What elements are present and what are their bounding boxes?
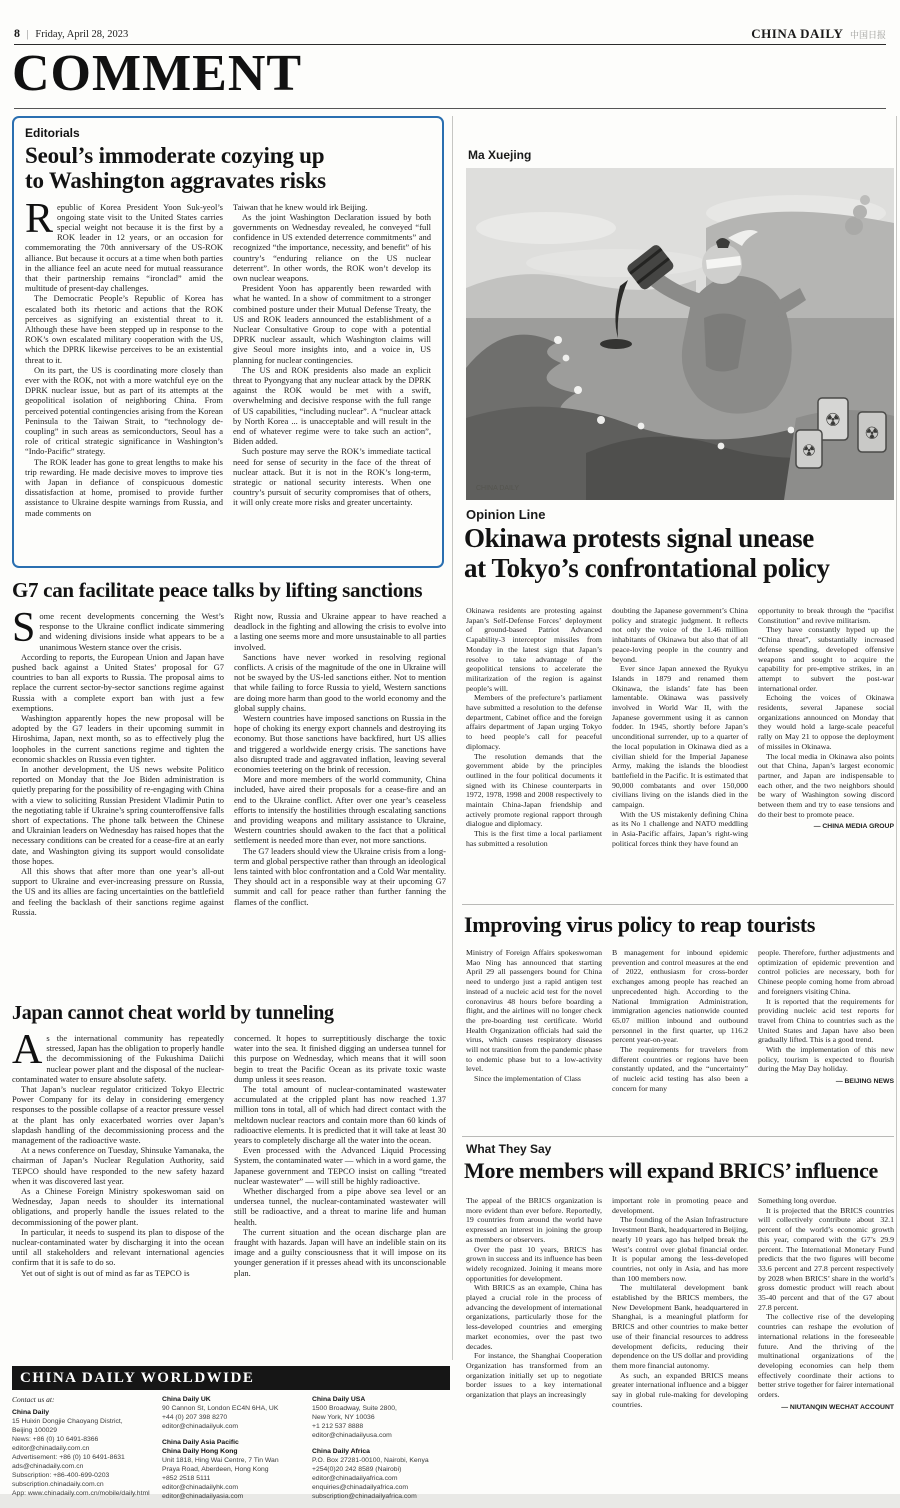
column-3 — [758, 948, 894, 1132]
paragraph: doubting the Japanese government’s China policy and strategic judgment. It reflects not only the voice of the 1.46 million inhabitants of Okinawa but also that of all peace-loving people in the country and beyond. — [612, 606, 748, 664]
paragraph: With the implementation of this new policy, tourism is expected to flourish during the May Day holiday. — [758, 1045, 894, 1074]
office-lines — [162, 1456, 300, 1501]
worldwide-footer — [12, 1366, 450, 1508]
paragraph: Something long overdue. — [758, 1196, 837, 1205]
contact-block-uk — [162, 1395, 300, 1431]
column-2 — [234, 611, 446, 957]
drop-cap: S — [12, 605, 36, 651]
virus-body — [466, 948, 894, 1132]
paragraph-list — [233, 202, 431, 508]
editorial-cartoon — [466, 168, 894, 500]
paragraph: B management for inbound epidemic prevention and control measures at the end of 2022, enthusiasm for cross-border exchanges among people has reached an unprecedented high. According to the National Immigration Administration, immigration agencies nationwide counted 65.07 million inbound and outbound personnel in the first quarter, up 116.2 percent year-on-year. — [612, 948, 748, 1045]
column-3 — [758, 1196, 894, 1490]
paragraph: +254(0)20 242 8589 (Nairobi) — [312, 1466, 402, 1473]
worldwide-bar: CHINA DAILY WORLDWIDE — [12, 1366, 450, 1390]
paragraph-list — [758, 1196, 894, 1400]
paragraph: It is reported that the requirements for providing nucleic acid test reports for travel from China to countries such as the United States and Japan have also been gradually lifted. This is a good trend. — [758, 996, 894, 1045]
paragraph: epublic of Korea President Yoon Suk-yeol’s ongoing state visit to the United States carries special weight not because it is the first by a ROK leader in 12 years, or an occasion for commemorating the 70th anniversary of the US-ROK alliance. But because it occurs at a time when both parties in the alliance feel an acute need for mutual reassurance that their partnership remains “ironclad” amid the multitude of present-day challenges. — [25, 201, 223, 294]
paragraph: News: +86 (0) 10 6491-8366 — [12, 1436, 99, 1443]
paragraph: ome recent developments concerning the West’s response to the Ukraine conflict indicate simmering and widening divisions inside what appears to be a unanimous Western stance over the crisis. — [39, 611, 224, 652]
paragraph: Western countries have imposed sanctions on Russia in the hope of choking its energy export channels and destroying its economy. But those sanctions have backfired, hurt US allies and triggered a worldwide energy crisis. The sanctions have also disrupted trade and aggravated inflation, leaving several economies teetering on the brink of recession. — [234, 713, 446, 775]
paragraph: Praya Road, Aberdeen, Hong Kong — [162, 1466, 269, 1473]
column-2 — [233, 202, 431, 564]
office-heading: China Daily — [12, 1409, 50, 1416]
paragraph-list — [12, 1027, 224, 1278]
headline-line-1: Okinawa protests signal unease — [464, 523, 814, 553]
paragraph: s the international community has repeatedly stressed, Japan has the obligation to properly handle the decommissioning of the Fukushima Daiichi nuclear power plant and the disposal of the nuclear-contaminated water to ensure absolute safety. — [12, 1033, 224, 1084]
paragraph: The total amount of nuclear-contaminated wastewater accumulated at the crippled plant has now reached 1.37 million tons in total, all of which had direct contact with the meltdown nuclear reactors and contain more than 60 kinds of radioactive elements. It is predicted that it will take at least 30 years to completely discharge all the water into the ocean. — [234, 1084, 446, 1146]
paragraph: The requirements for travelers from different countries or regions have been constantly updated, and the “uncertainty” of nucleic acid testing has also been a concern for many — [612, 1045, 748, 1093]
brics-body — [466, 1196, 894, 1490]
paragraph-list — [466, 948, 602, 1084]
paragraph-list — [612, 1196, 748, 1409]
date-text: Friday, April 28, 2023 — [35, 29, 129, 40]
paragraph: subscription.chinadaily.com.cn — [12, 1481, 104, 1488]
paragraph: editor@chinadailyafrica.com — [312, 1475, 398, 1482]
paragraph: Yet out of sight is out of mind as far as TEPCO is — [21, 1267, 190, 1278]
paragraph-list — [466, 1196, 602, 1400]
column-1 — [25, 195, 223, 564]
svg-text:☢: ☢ — [801, 443, 817, 460]
paragraph: Unit 1818, Hing Wai Centre, 7 Tin Wan — [162, 1457, 279, 1464]
editorial-g7-headline: G7 can facilitate peace talks by lifting sanctions — [12, 578, 423, 602]
paragraph: The appeal of the BRICS organization is more evident than ever before. Reportedly, 19 countries from around the world have expressed an interest in joining the group as members or observers. — [466, 1196, 602, 1244]
office-lines — [312, 1404, 450, 1440]
paragraph-list — [234, 1033, 446, 1278]
header-separator: | — [26, 29, 29, 40]
svg-text:☢: ☢ — [864, 424, 880, 443]
cartoonist-byline: Ma Xuejing — [468, 148, 532, 162]
paragraph: +852 2518 5111 — [162, 1475, 211, 1482]
paragraph: The collective rise of the developing countries can reshape the evolution of international relations in the foreseeable future. And the thriving of the multinational organizations of the developing economies can help them effectively coordinate their actions to better strive together for fairer international orders. — [758, 1312, 894, 1400]
headline-line-2: to Washington aggravates risks — [25, 168, 326, 194]
editorial-japan — [12, 1002, 446, 1339]
paragraph: Advertisement: +86 (0) 10 6491-8631 — [12, 1454, 125, 1461]
paragraph: President Yoon has apparently been rewarded with what he wanted. In a show of commitment to a stronger combined posture under their Mutual Defense Treaty, the US and ROK leaders announced the establishment of a Nuclear Consultative Group to cope with a potential DPRK nuclear assault, which Washington claims will give Seoul more insights into, and a voice in, US planning for nuclear contingencies. — [233, 283, 431, 365]
paragraph-list — [612, 606, 748, 849]
paragraph: New York, NY 10036 — [312, 1414, 375, 1421]
column-2 — [612, 606, 748, 898]
paragraph: All this shows that after more than one year’s all-out support to Ukraine and ever-increasing pressure on Russia, the US and its allies are facing uncertainties on the battlefield and feeling the backlash of their sanctions regime against Russia. — [12, 866, 224, 917]
column-1 — [466, 606, 602, 898]
paragraph: editor@chinadailyhk.com — [162, 1484, 239, 1491]
paragraph: editor@chinadaily.com.cn — [12, 1445, 90, 1452]
paragraph: The multilateral development bank established by the BRICS members, the New Development Bank, headquartered in Shanghai, is a meaningful platform for BRICS and other countries to make better use of their financial resources to address development deficits, reducing their dependence on the US dollar and providing them more financial autonomy. — [612, 1283, 748, 1370]
paragraph: With the US mistakenly defining China as its No 1 challenge and NATO meddling in Asia-Pacific affairs, Japan’s right-wing political forces think they have found an — [612, 809, 748, 848]
paragraph: Ministry of Foreign Affairs spokeswoman Mao Ning has announced that starting April 29 all passengers bound for China need to undergo just a rapid antigen test instead of a nucleic acid test for the novel coronavirus 48 hours before boarding a flight, and the airlines will no longer check the pre-boarding test certificate. World Health Organization officials had said the virus, which causes respiratory diseases will not transition from the pandemic phase to endemic phase but to a low-activity level. — [466, 948, 602, 1074]
opinion-line-label: Opinion Line — [466, 507, 546, 522]
contact-block-usa — [312, 1395, 450, 1440]
paragraph: +44 (0) 207 398 8270 — [162, 1414, 228, 1421]
paragraph: 1500 Broadway, Suite 2800, — [312, 1405, 397, 1412]
paragraph: That Japan’s nuclear regulator criticized Tokyo Electric Power Company for its delay in considering emergency responses to the possible collapse of a reactor pressure vessel at the plant has only exacerbated worries over Japan’s slapdash handling of the decommissioning process and the management of the radioactive waste. — [12, 1084, 224, 1146]
right-margin-rule — [896, 116, 897, 1360]
attribution: — BEIJING NEWS — [835, 1078, 894, 1086]
paragraph: Even processed with the Advanced Liquid Processing System, the contaminated water — which in a word game, the Japanese government and TEPCO insist on calling “treated nuclear wastewater” — will still be highly radioactive. — [234, 1145, 446, 1186]
paragraph: P.O. Box 27281-00100, Nairobi, Kenya — [312, 1457, 429, 1464]
virus-headline: Improving virus policy to reap tourists — [464, 912, 816, 937]
page-number: 8 — [14, 26, 20, 40]
paragraph: The Democratic People’s Republic of Korea has escalated both its rhetoric and actions that the ROK perceives as signifying an existential threat to it. Although these have been stepped up in response to the ROK’s own escalated military cooperation with the US, which the DPRK likewise perceives to be an existential threat to it. — [25, 293, 223, 365]
section-masthead: COMMENT — [12, 45, 303, 102]
cartoon-signature: CHINA DAILY — [476, 485, 520, 492]
editorials-box — [12, 116, 444, 568]
paragraph: The local media in Okinawa also points out that China, Japan’s largest economic partner, and Japan are indispensable to each other, and the two neighbors should be wary of Washington sowing discord between them and try to ease tensions and do their best to promote peace. — [758, 751, 894, 819]
office-lines — [12, 1417, 150, 1498]
page-date — [14, 26, 128, 41]
column-1 — [466, 948, 602, 1132]
paragraph: Echoing the voices of Okinawa residents, several Japanese social organizations announced on Monday that they would hold a large-scale peaceful rally on May 21 to oppose the deployment of missiles in Okinawa. — [758, 693, 894, 751]
drop-cap: A — [12, 1027, 43, 1073]
paragraph-list — [758, 606, 894, 819]
paragraph: The G7 leaders should view the Ukraine crisis from a long-term and global perspective rather than through an ideological lens tainted with bloc confrontation and a Cold War mentality. They should act in a responsible way at their upcoming G7 summit and call for peace rather than further fanning the flames of the conflict. — [234, 845, 446, 907]
paragraph: More and more members of the world community, China included, have aired their proposals for a cease-fire and an end to the Ukraine conflict. After over one year’s ceaseless efforts to intensify the hostilities through escalating sanctions and providing weapons and military assistance to Ukraine, Western countries should awaken to the fact that a political settlement is needed more than ever, not more sanctions. — [234, 774, 446, 846]
section-rule — [462, 1136, 894, 1137]
paragraph: 90 Cannon St, London EC4N 6HA, UK — [162, 1405, 279, 1412]
column-2 — [234, 1033, 446, 1339]
paragraph: In another development, the US news website Politico reported on Monday that the Joe Biden administration is quietly preparing for the possibility of re-engaging with China with a view to soliciting Russian President Vladimir Putin to the negotiating table if Ukraine’s spring counteroffensive falls short of expectations. The phone talk between the Chinese and Ukrainian leaders on Wednesday has raised hopes that the necessary conditions can be created for a cease-fire at an early date, and Washington giving its support would consolidate those hopes. — [12, 764, 224, 866]
paragraph: concerned. It hopes to surreptitiously discharge the toxic water into the sea. It finished digging an undersea tunnel for this purpose on Wednesday, which means that it will soon begin to treat the Pacific Ocean as its private toxic waste dump unless it sees reason. — [234, 1033, 446, 1084]
paragraph: editor@chinadailyusa.com — [312, 1432, 392, 1439]
paragraph: The current situation and the ocean discharge plan are fraught with hazards. Japan will have an indelible stain on its image and a guilty consciousness that it will impose on its younger generation if it presses ahead with its unconscionable plan. — [234, 1226, 446, 1278]
editorial-seoul-body — [25, 195, 431, 564]
office-lines — [162, 1404, 300, 1431]
paragraph: Since the implementation of Class — [474, 1074, 581, 1084]
column-2 — [612, 1196, 748, 1490]
brand-name: CHINA DAILY — [751, 26, 844, 41]
paragraph: Over the past 10 years, BRICS has grown in success and its influence has been widely recognized. Joining it means more opportunities for development. — [466, 1244, 602, 1283]
column-1 — [12, 1027, 224, 1339]
office-heading: China Daily USA — [312, 1396, 366, 1403]
paragraph-list — [612, 948, 748, 1094]
column-2 — [612, 948, 748, 1132]
paragraph-list — [758, 948, 894, 1074]
contact-columns — [12, 1395, 450, 1508]
contact-column-china — [12, 1395, 150, 1508]
drop-cap: R — [25, 195, 54, 242]
editorial-japan-body — [12, 1027, 446, 1339]
contact-column-uk-asia — [162, 1395, 300, 1508]
paragraph: +1 212 537 8888 — [312, 1423, 364, 1430]
paragraph: Washington apparently hopes the new proposal will be adopted by the G7 leaders in their upcoming summit in Hiroshima, Japan, next month, so as to effectively plug the loopholes in the current sanctions regime and tighten the economic shackles on Russia even tighter. — [12, 713, 224, 764]
paragraph: On its part, the US is coordinating more closely than ever with the ROK, not with a more watchful eye on the DPRK nuclear issue, but as part of its attempts at the geopolitical isolation of neighboring China. From perceived potential contingencies arising from the Korean Peninsula to the Taiwan Strait, to “technology de-coupling” in such areas as semiconductors, Seoul has a role of critical strategic significance in Washington’s “Indo-Pacific” strategy. — [25, 364, 223, 457]
paragraph: editor@chinadailyasia.com — [162, 1493, 244, 1500]
paragraph: 15 Huixin Dongjie Chaoyang District, — [12, 1418, 123, 1425]
contact-block-africa — [312, 1447, 450, 1501]
paragraph: As such, an expanded BRICS means greater international influence and a bigger say in global rule-making for developing countries. — [612, 1370, 748, 1409]
page-header — [14, 26, 886, 45]
paragraph: Beijing 100029 — [12, 1427, 57, 1434]
column-divider — [452, 116, 453, 1360]
attribution: — NIUTANQIN WECHAT ACCOUNT — [781, 1403, 894, 1411]
paragraph: The US and ROK presidents also made an explicit threat to Pyongyang that any nuclear attack by the DPRK against the ROK would be met with a swift, overwhelming and decisive response with the full range of US capabilities, “including nuclear”. A “nuclear attack by North Korea ... is unacceptable and will result in the end of whatever regime were to take such an action”, Biden added. — [233, 364, 431, 447]
paragraph: subscription@chinadailyafrica.com — [312, 1493, 417, 1500]
editorial-g7-body — [12, 605, 446, 957]
paragraph: opportunity to break through the “pacifist Constitution” and revive militarism. — [758, 606, 894, 625]
paragraph: The ROK leader has gone to great lengths to make his trip rewarding. He made decisive moves to improve ties with Japan in defiance of conspicuous domestic dissatisfaction at home, promised to provide further assistance to Ukraine despite warnings from Russia, and made comments on — [25, 456, 223, 518]
brand-block — [751, 26, 886, 42]
column-3 — [758, 606, 894, 898]
contact-block-china-daily — [12, 1408, 150, 1498]
paragraph: In particular, it needs to suspend its plan to dispose of the nuclear-contaminated water by discharging it into the ocean until all stakeholders and relevant international agencies confirm that it is safe to do so. — [12, 1226, 224, 1268]
paragraph: Ever since Japan annexed the Ryukyu Islands in 1879 and renamed them Okinawa, the islands’ fate has been lamentable. Okinawa was passively involved in World War II, with the Japanese government using it as cannon fodder. In 1945, shortly before Japan’s unconditional surrender, up to a quarter of the local population in Okinawa died as a civilian shield for the Imperial Japanese Army, making the islands the bloodiest battlefield in the Pacific. It is estimated that 90,000 combatants and over 150,000 civilians living on the islands died in the campaign. — [612, 664, 748, 810]
cartoon-illustration — [466, 168, 894, 500]
office-heading: China Daily Africa — [312, 1448, 370, 1455]
brand-chinese: 中国日报 — [849, 30, 886, 40]
paragraph: App: www.chinadaily.com.cn/mobile/daily.html — [12, 1490, 150, 1497]
contact-block-asia-pacific — [162, 1438, 300, 1501]
editorial-g7 — [12, 578, 446, 957]
paragraph: people. Therefore, further adjustments and optimization of epidemic prevention and control policies are necessary, both for Chinese people coming home from abroad and foreigners visiting China. — [758, 948, 894, 996]
paragraph: According to reports, the European Union and Japan have pushed back against a United States’ proposal for G7 countries to ban all exports to Russia. The proposal aims to replace the current sector-by-sector sanctions regime against Russia with a complete export ban with just a few exemptions. — [12, 651, 224, 713]
paragraph: The resolution demands that the government abide by the principles outlined in the four political documents it signed with its Chinese counterparts in 1972, 1978, 1998 and 2008 respectively to maintain China-Japan friendship and actively promote regional rapport through dialogue and diplomacy. — [466, 751, 602, 829]
paragraph: As the joint Washington Declaration issued by both governments on Wednesday revealed, he conveyed “full confidence in US extended deterrence commitments” and recognized “the importance, necessity, and benefit” of his country’s “enduring reliance on the US nuclear deterrent”. In other words, the ROK won’t develop its own nuclear weapons. — [233, 211, 431, 284]
office-subheading: China Daily Hong Kong — [162, 1448, 238, 1455]
headline-line-1: Seoul’s immoderate cozying up — [25, 143, 325, 168]
office-lines — [312, 1456, 450, 1501]
headline-line-2: at Tokyo’s confrontational policy — [464, 553, 830, 584]
paragraph: enquiries@chinadailyafrica.com — [312, 1484, 409, 1491]
paragraph-list — [25, 195, 223, 518]
paragraph: Sanctions have never worked in resolving regional conflicts. A crisis of the magnitude of the one in Ukraine will not be swayed by the US-led sanctions either. Not to mention that while failing to force Russia to yield, Western sanctions are doing more harm than good to the world economy and the global supply chains. — [234, 651, 446, 713]
paragraph-list — [234, 611, 446, 907]
column-1 — [466, 1196, 602, 1490]
paragraph: For instance, the Shanghai Cooperation Organization has transformed from an organization initially set up to negotiate border issues to a key international organization that plays an increasingly — [466, 1351, 602, 1400]
what-they-say-label: What They Say — [466, 1142, 552, 1156]
paragraph: important role in promoting peace and development. — [612, 1196, 748, 1215]
paragraph: This is the first time a local parliament has submitted a resolution — [466, 829, 602, 848]
paragraph: Whether discharged from a pipe above sea level or an undersea tunnel, the nuclear-contaminated wastewater will still be radioactive, and a threat to marine life and human health. — [234, 1186, 446, 1227]
paragraph: As a Chinese Foreign Ministry spokeswoman said on Wednesday, Japan needs to shoulder its international obligations, and properly handle the issues related to the decommissioning of the power plant. — [12, 1186, 224, 1227]
editorial-japan-headline: Japan cannot cheat world by tunneling — [12, 1002, 334, 1024]
editorial-seoul-headline — [25, 143, 431, 194]
paragraph-list — [466, 606, 602, 849]
paragraph: Members of the prefecture’s parliament have submitted a resolution to the defense department, Cabinet office and the foreign affairs department of Japan urging Tokyo to heed people’s call for peaceful diplomacy. — [466, 693, 602, 751]
office-heading: China Daily UK — [162, 1396, 211, 1403]
attribution: — CHINA MEDIA GROUP — [813, 823, 894, 831]
paragraph: With BRICS as an example, China has played a crucial role in the process of advancing the development of international organizations, particularly those for the less-developed countries and emerging market economies, over the past two decades. — [466, 1283, 602, 1351]
paragraph: Right now, Russia and Ukraine appear to have reached a deadlock in the fighting and allowing the crisis to evolve into a lasting one seems more and more unsustainable to all parties involved. — [234, 611, 446, 652]
opinion-body — [466, 606, 894, 898]
paragraph: ads@chinadaily.com.cn — [12, 1463, 84, 1470]
masthead-rule — [14, 108, 886, 109]
brics-headline: More members will expand BRICS’ influence — [464, 1158, 879, 1183]
paragraph: Such posture may serve the ROK’s immediate tactical need for sense of security in the face of the threat of nuclear attack. But it is not in the ROK’s long-term, strategic or national security interests. When one country’s pursuit of security compromises that of others, it will only create more risks and greater uncertainty. — [233, 446, 431, 508]
svg-text:☢: ☢ — [824, 410, 842, 430]
editorials-label: Editorials — [25, 126, 80, 140]
paragraph: editor@chinadailyuk.com — [162, 1423, 239, 1430]
section-rule — [462, 904, 894, 905]
office-heading: China Daily Asia Pacific — [162, 1439, 239, 1446]
paragraph: They have constantly hyped up the “China threat”, substantially increased defense spending, developed offensive weapons and sought to acquire the capability for pre-emptive strikes, in an attempt to subvert the post-war international order. — [758, 625, 894, 693]
paragraph-list — [12, 605, 224, 917]
paragraph: The founding of the Asian Infrastructure Investment Bank, headquartered in Beijing, nearly 10 years ago has helped break the West’s control over global financial order. It is popular among the less-developed countries, not only in Asia, and has more than 100 members now. — [612, 1215, 748, 1283]
paragraph: Taiwan that he knew would irk Beijing. — [233, 201, 368, 212]
column-1 — [12, 605, 224, 957]
paragraph: Okinawa residents are protesting against Japan’s Self-Defense Forces’ deployment of ground-based Patriot Advanced Capability-3 interceptor missiles from Monday in the latest sign that Japan’s resolve to take advantage of the geopolitical tensions to accelerate the militarization of the region is against people’s will. — [466, 606, 602, 693]
contact-us-label: Contact us at: — [12, 1395, 55, 1404]
paragraph: Subscription: +86-400-699-0203 — [12, 1472, 110, 1479]
paragraph: At a news conference on Tuesday, Shinsuke Yamanaka, the chairman of Japan’s Nuclear Regulation Authority, said TEPCO should have responded to the new safety hazard when it was discovered last year. — [12, 1145, 224, 1186]
opinion-headline — [464, 523, 896, 583]
paragraph: It is projected that the BRICS countries will collectively contribute about 32.1 percent of the world’s economic growth this year, compared with the G7’s 29.9 percent. The International Monetary Fund predicts that the two figures will become 33.6 percent and 27.8 percent respectively by 2028 when BRICS’ share in the world’s gross domestic product will reach about 35-40 percent and that of the G7 about 27.8 percent. — [758, 1205, 894, 1312]
contact-column-usa-africa — [312, 1395, 450, 1508]
